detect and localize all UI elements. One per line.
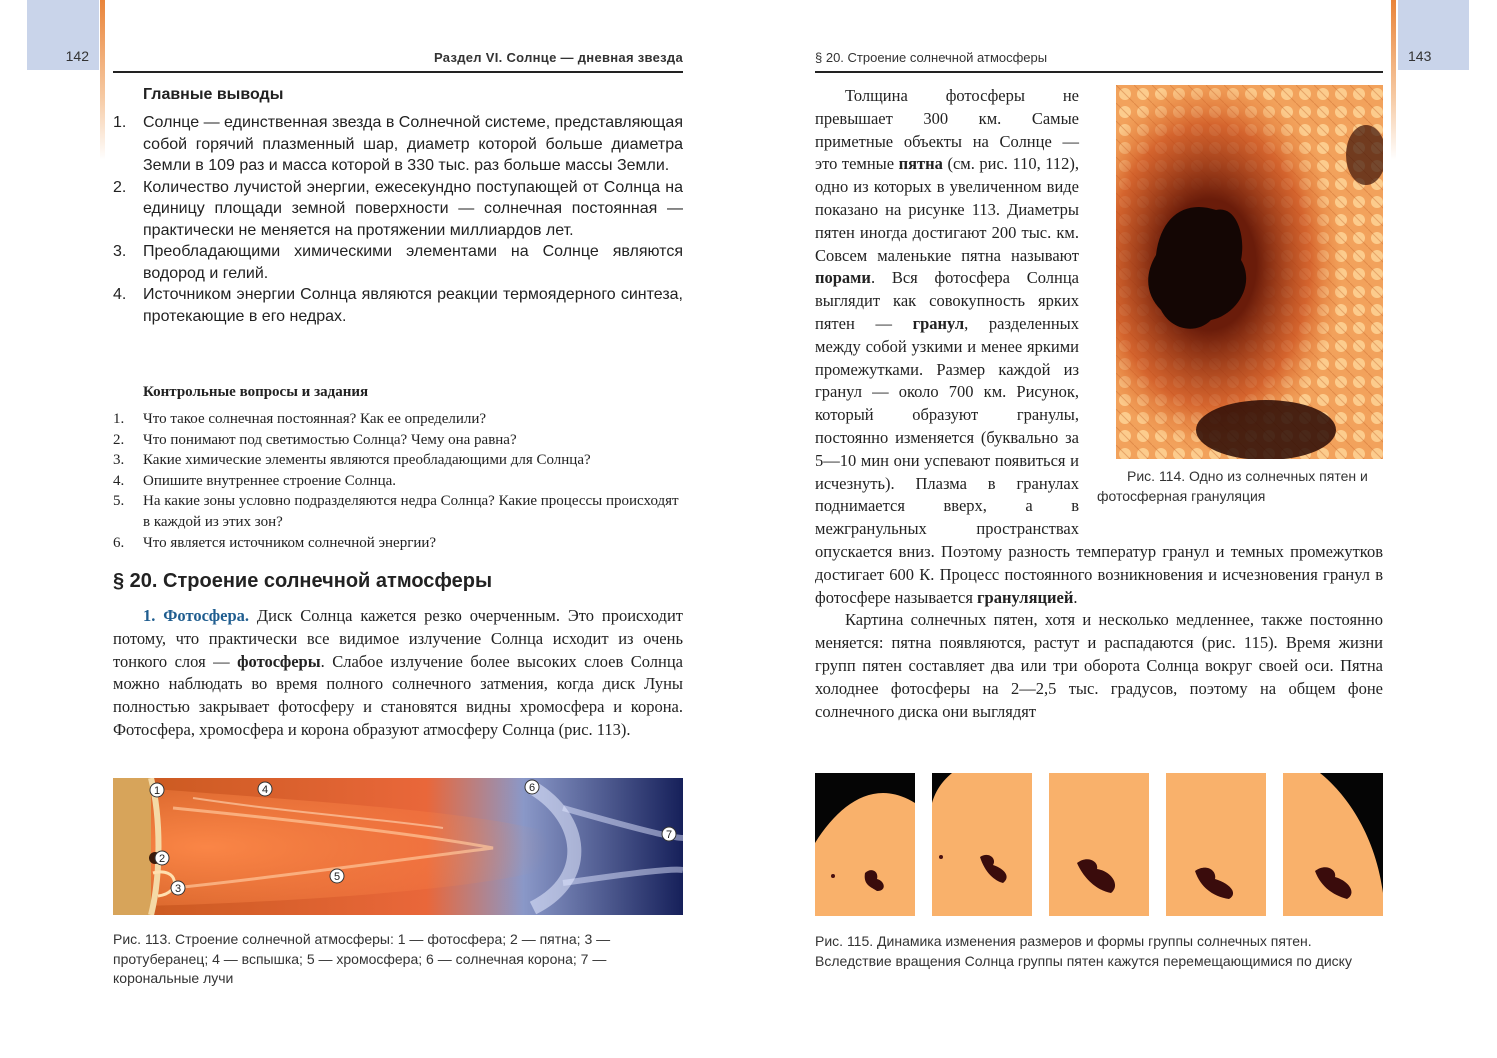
conclusions-title: Главные выводы [143, 86, 284, 103]
question-number: 2. [113, 431, 125, 448]
question-number: 5. [113, 493, 125, 510]
fig115-frame-1 [815, 773, 915, 916]
running-head-right: § 20. Строение солнечной атмосферы [815, 50, 1048, 65]
question-text: Что является источником солнечной энергии? [143, 534, 437, 551]
paragraph-text: . Слабое излучение более высоких слоев Солнца можно наблюдать во время полного солнечного затмения, когда диск Луны полностью закрывает фотосферу и становятся видны хромосфера и корона. Фотосфера, хромосфера и корона образуют атмосферу Солнца (рис. 113). [113, 651, 683, 739]
question-text: Что такое солнечная постоянная? Как ее определили? [143, 411, 487, 427]
page-number-left-text: 142 [65, 48, 89, 64]
paragraph-text: (см. рис. 110, 112), одно из которых в увеличенном виде показано на рисунке 113. Диаметры пятен иногда достигают 200 тыс. км. Совсем маленькие пятна называют [815, 154, 1080, 265]
figure-113-caption: Рис. 113. Строение солнечной атмосферы: 1 — фотосфера; 2 — пятна; 3 — протуберанец; 4 — вспышка; 5 — хромосфера; 6 — солнечная корона; 7 — корональные лучи [113, 931, 611, 986]
header-rule-right [815, 71, 1383, 73]
term-pores: порами [815, 268, 871, 288]
decorative-strip-right [1391, 0, 1396, 160]
term-photosphere: фотосферы [237, 651, 321, 671]
question-text: Какие химические элементы являются преобладающими для Солнца? [143, 452, 591, 469]
figure-114-block [1097, 85, 1383, 525]
fig113-label-2: 2 [158, 853, 166, 865]
fig113-label-3: 3 [174, 883, 182, 895]
question-number: 4. [113, 472, 125, 489]
fig113-label-5: 5 [333, 871, 341, 883]
conclusion-text: Количество лучистой энергии, ежесекундно поступающей от Солнца на единицу площади земной поверхности — солнечная постоянная — практически не меняется на протяжении миллиардов лет. [143, 178, 683, 239]
conclusion-text: Источником энергии Солнца являются реакции термоядерного синтеза, протекающие в его недрах. [143, 286, 683, 325]
question-item [113, 471, 683, 492]
question-item [113, 533, 683, 554]
decorative-strip-left [100, 0, 105, 160]
question-text: Что понимают под светимостью Солнца? Чему она равна? [143, 431, 517, 448]
paragraph-text: . [1073, 587, 1078, 607]
question-item [113, 409, 683, 430]
conclusion-text: Преобладающими химическими элементами на Солнце являются водород и гелий. [143, 243, 683, 282]
questions-list [113, 409, 683, 553]
questions-title: Контрольные вопросы и задания [143, 384, 369, 400]
running-head-left: Раздел VI. Солнце — дневная звезда [433, 50, 683, 65]
paragraph-text: . Вся фотосфера Солнца выглядит как совокупность ярких пятен — [815, 268, 1079, 333]
fig113-label-7: 7 [665, 829, 673, 841]
fig115-frame-2 [932, 773, 1032, 916]
fig113-label-6: 6 [528, 782, 536, 794]
page-number-right [1398, 0, 1469, 70]
header-rule-left [113, 71, 683, 73]
fig115-frame-3 [1049, 773, 1149, 916]
figure-115-sunspot-sequence [815, 773, 1383, 916]
conclusion-number: 4. [113, 286, 127, 303]
conclusion-item [113, 284, 683, 327]
page-number-right-text: 143 [1408, 48, 1432, 64]
page-number-left [27, 0, 99, 70]
conclusion-item [113, 241, 683, 284]
term-spots: пятна [898, 154, 943, 174]
question-text: На какие зоны условно подразделяются недра Солнца? Какие процессы происходят в каждой из этих зон? [143, 493, 679, 530]
term-granules: гранул [912, 313, 965, 333]
conclusions-list [113, 112, 683, 327]
figure-113-solar-atmosphere [113, 778, 683, 915]
paragraph-text: Диск Солнца кажется резко очерченным. Это происходит потому, что практически все видимое излучение Солнца исходит из очень тонкого слоя — [113, 606, 683, 671]
conclusion-number: 2. [113, 178, 127, 196]
question-number: 6. [113, 534, 125, 551]
photosphere-paragraph [113, 605, 683, 742]
question-item [113, 450, 683, 471]
figure-114-sunspot-image [1116, 85, 1383, 459]
question-number: 1. [113, 411, 125, 427]
right-text-flow [815, 85, 1383, 750]
sunspot-dynamics-paragraph: Картина солнечных пятен, хотя и несколько медленнее, также постоянно меняется: пятна появляются, растут и распадаются (рис. 115). Время жизни групп пятен составляет два или три оборота Солнца вокруг своей оси. Пятна холоднее фотосферы на 2—2,5 тыс. градусов, поэтому на общем фоне солнечного диска они выглядят [815, 610, 1383, 721]
conclusion-number: 3. [113, 243, 127, 260]
question-item [113, 491, 683, 532]
subsection-heading: 1. Фотосфера. [143, 606, 250, 625]
term-granulation: грануляцией [977, 587, 1074, 607]
paragraph-text: Толщина фотосферы не превышает 300 км. Самые приметные объекты на Солнце — это темные [815, 86, 1079, 174]
question-number: 3. [113, 452, 125, 469]
section-title: § 20. Строение солнечной атмосферы [113, 570, 493, 592]
conclusion-number: 1. [113, 114, 127, 131]
fig115-frame-4 [1166, 773, 1266, 916]
question-item [113, 430, 683, 451]
fig113-label-1: 1 [153, 785, 161, 797]
conclusion-item [113, 112, 683, 177]
figure-115-caption: Рис. 115. Динамика изменения размеров и формы группы солнечных пятен. Вследствие вращения Солнца группы пятен кажутся перемещающимися по диску [815, 933, 1352, 969]
fig115-frame-5 [1283, 773, 1383, 916]
paragraph-text: , разделенных между собой узкими и менее яркими промежутками. Размер каждой из гранул — около 700 км. Рисунок, который образуют гранулы, постоянно изменяется (буквально за 5—10 мин они успевают появиться и исчезнуть). Плазма в гранулах поднимается вверх, а в межгранульных пространствах опускается вниз. Поэтому разность температур гранул и темных промежутков достигает 600 К. Процесс постоянного возникновения и исчезновения гранул в фотосфере называется [815, 313, 1383, 607]
conclusion-text: Солнце — единственная звезда в Солнечной системе, представляющая собой горячий плазменный шар, диаметр которой больше диаметра Земли в 109 раз и масса которой в 330 тыс. раз больше массы Земли. [143, 114, 683, 174]
figure-114-caption: Рис. 114. Одно из солнечных пятен и фотосферная грануляция [1097, 467, 1368, 504]
question-text: Опишите внутреннее строение Солнца. [143, 472, 397, 489]
conclusion-item [113, 177, 683, 242]
fig113-label-4: 4 [261, 784, 269, 796]
